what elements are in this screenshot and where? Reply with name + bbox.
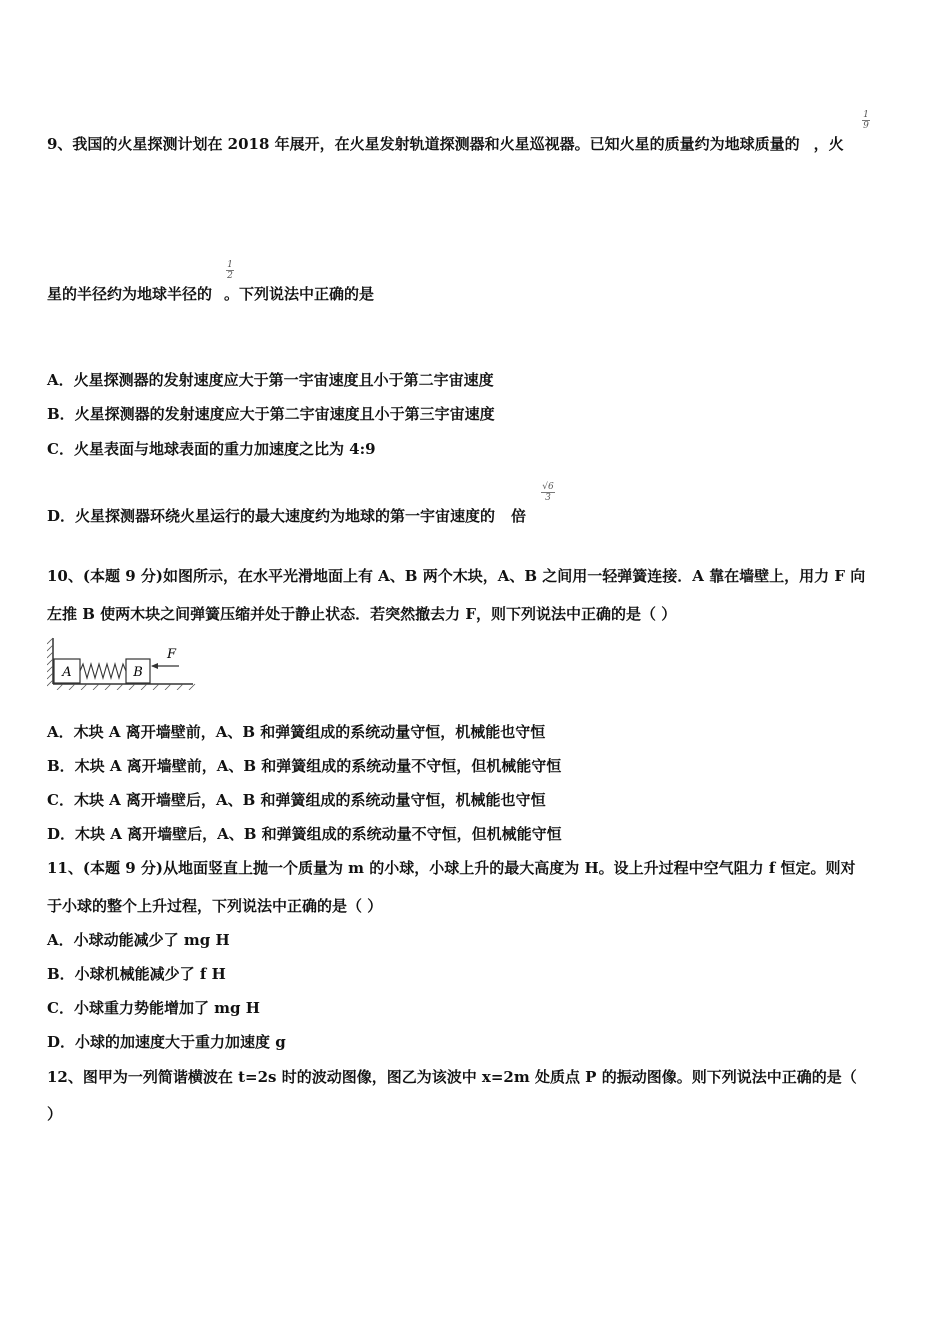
q9-fraction-mass-den: 9 bbox=[863, 121, 869, 131]
q9-option-d-text-b: 倍 bbox=[511, 507, 527, 525]
q9-fraction-radius-den: 2 bbox=[227, 271, 233, 281]
q10-stem-line2: 左推 B 使两木块之间弹簧压缩并处于静止状态．若突然撤去力 F，则下列说法中正确的是（ ） bbox=[47, 605, 677, 623]
q9-stem-text-a: 9、我国的火星探测计划在 2018 年展开，在火星发射轨道探测器和火星巡视器。已知火星的质量约为地球质量的 bbox=[47, 135, 800, 153]
ground-hatch bbox=[57, 684, 195, 690]
force-label: F bbox=[167, 647, 177, 662]
q10-option-d: D．木块 A 离开墙壁后，A、B 和弹簧组成的系统动量不守恒，但机械能守恒 bbox=[47, 825, 562, 843]
q9-stem-text-b: ，火 bbox=[813, 135, 844, 153]
wall-hatch bbox=[47, 638, 53, 686]
q10-spring-blocks-figure bbox=[47, 634, 197, 690]
spring bbox=[80, 664, 126, 678]
q10-option-c: C．木块 A 离开墙壁后，A、B 和弹簧组成的系统动量守恒，机械能也守恒 bbox=[47, 791, 546, 809]
q12-stem-line2: ） bbox=[47, 1105, 63, 1123]
q9-fraction-speed bbox=[541, 482, 555, 503]
q9-fraction-radius-num: 1 bbox=[227, 260, 233, 270]
q11-stem-line1: 11、(本题 9 分)从地面竖直上抛一个质量为 m 的小球，小球上升的最大高度为 H。设上升过程中空气阻力 f 恒定。则对 bbox=[47, 859, 856, 877]
q9-stem-line1 bbox=[47, 134, 844, 154]
q9-option-b: B．火星探测器的发射速度应大于第二宇宙速度且小于第三宇宙速度 bbox=[47, 405, 495, 423]
q9-option-a: A．火星探测器的发射速度应大于第一宇宙速度且小于第二宇宙速度 bbox=[47, 371, 494, 389]
q9-fraction-mass bbox=[862, 110, 870, 131]
q12-stem-line1: 12、图甲为一列简谐横波在 t=2s 时的波动图像，图乙为该波中 x=2m 处质点 P 的振动图像。则下列说法中正确的是（ bbox=[47, 1068, 857, 1086]
block-b-label: B bbox=[133, 665, 143, 680]
q9-fraction-mass-num: 1 bbox=[863, 110, 869, 120]
force-arrowhead bbox=[151, 663, 158, 669]
q11-option-d: D．小球的加速度大于重力加速度 g bbox=[47, 1033, 286, 1051]
q10-option-a: A．木块 A 离开墙壁前，A、B 和弹簧组成的系统动量守恒，机械能也守恒 bbox=[47, 723, 546, 741]
q11-option-c: C．小球重力势能增加了 mg H bbox=[47, 999, 260, 1017]
q9-fraction-speed-den: 3 bbox=[545, 493, 551, 503]
q9-stem-line2 bbox=[47, 284, 374, 304]
q11-stem-line2: 于小球的整个上升过程，下列说法中正确的是（ ） bbox=[47, 897, 383, 915]
q10-stem-line1: 10、(本题 9 分)如图所示，在水平光滑地面上有 A、B 两个木块，A、B 之间用一轻弹簧连接．A 靠在墙壁上，用力 F 向 bbox=[47, 567, 866, 585]
q10-option-b: B．木块 A 离开墙壁前，A、B 和弹簧组成的系统动量不守恒，但机械能守恒 bbox=[47, 757, 562, 775]
q11-option-b: B．小球机械能减少了 f H bbox=[47, 965, 226, 983]
q9-option-d bbox=[47, 506, 526, 526]
q9-fraction-speed-num: √6 bbox=[542, 482, 554, 492]
q9-option-d-text-a: D．火星探测器环绕火星运行的最大速度约为地球的第一宇宙速度的 bbox=[47, 507, 496, 525]
q9-fraction-radius bbox=[226, 260, 234, 281]
block-a-label: A bbox=[62, 665, 72, 680]
q9-option-c: C．火星表面与地球表面的重力加速度之比为 4:9 bbox=[47, 440, 376, 458]
q9-stem-text-d: 。下列说法中正确的是 bbox=[224, 285, 375, 303]
q11-option-a: A．小球动能减少了 mg H bbox=[47, 931, 230, 949]
q9-stem-text-c: 星的半径约为地球半径的 bbox=[47, 285, 213, 303]
